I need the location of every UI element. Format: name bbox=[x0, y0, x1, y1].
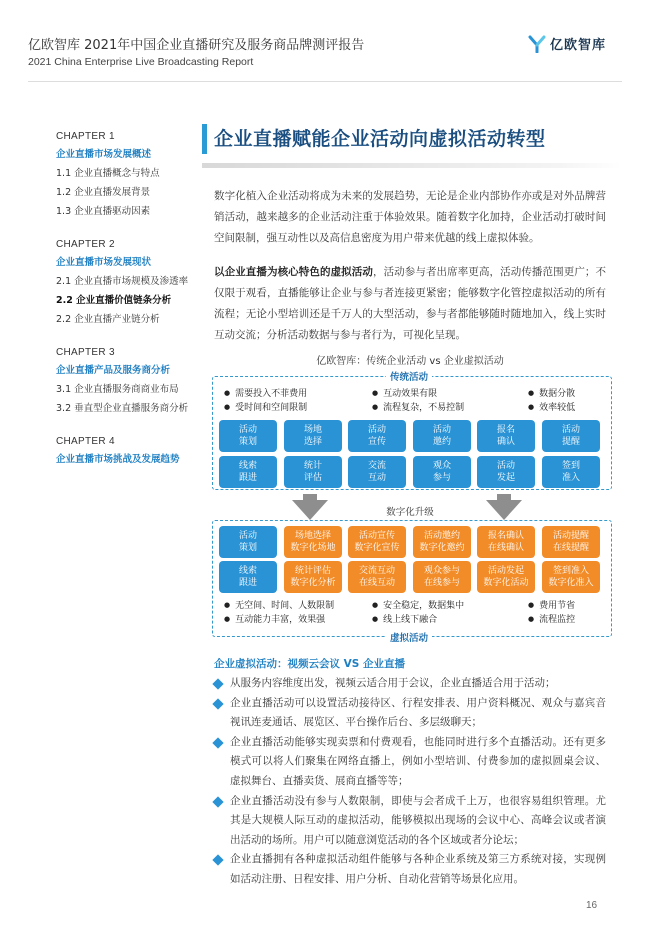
virtual-step-label: 活动提醒 在线提醒 bbox=[552, 531, 589, 553]
chapter-block bbox=[56, 239, 206, 325]
comparison-text: 企业直播活动没有参与人数限制，即使与会者成千上万，也很容易组织管理。尤其是大规模人际互动的虚拟活动，能够模拟出现场的会议中心、高峰会议或者演出活动的场所。用户可以随意浏览活动的各个区域或者分论坛； bbox=[230, 794, 606, 846]
virtual-step bbox=[219, 561, 277, 593]
comparison-item bbox=[214, 850, 606, 889]
virtual-step bbox=[542, 526, 600, 558]
virtual-bullet: ● 安全稳定，数据集中 bbox=[372, 598, 464, 611]
virtual-activity-paragraph bbox=[214, 262, 606, 346]
toc-item[interactable]: 3.1 企业直播服务商商业布局 bbox=[56, 384, 179, 395]
diamond-bullet-icon bbox=[212, 737, 223, 748]
virtual-step-label: 统计评估 数字化分析 bbox=[290, 566, 336, 588]
comparison-list bbox=[214, 674, 606, 890]
virtual-step-label: 活动发起 数字化活动 bbox=[483, 566, 529, 588]
virtual-step bbox=[477, 526, 535, 558]
report-title: 亿欧智库 2021年中国企业直播研究及服务商品牌测评报告 bbox=[28, 38, 365, 53]
virtual-step-label: 场地选择 数字化场地 bbox=[290, 531, 336, 553]
virtual-activity-label: 虚拟活动 bbox=[386, 630, 432, 644]
traditional-step-label: 活动 宣传 bbox=[367, 425, 386, 447]
virtual-step bbox=[348, 526, 406, 558]
diamond-bullet-icon bbox=[212, 796, 223, 807]
diamond-bullet-icon bbox=[212, 855, 223, 866]
comparison-item bbox=[214, 792, 606, 851]
toc-item[interactable]: 2.2 企业直播价值链条分析 bbox=[56, 295, 172, 306]
upgrade-label: 数字化升级 bbox=[386, 507, 434, 518]
virtual-step-label: 活动 策划 bbox=[238, 531, 257, 553]
virtual-bullet: ● 互动能力丰富，效果强 bbox=[224, 612, 325, 625]
traditional-step bbox=[284, 420, 342, 452]
chapter-heading[interactable]: 企业直播市场发展概述 bbox=[56, 149, 152, 160]
traditional-activity-label: 传统活动 bbox=[386, 369, 432, 383]
traditional-step-label: 活动 策划 bbox=[238, 425, 257, 447]
table-of-contents bbox=[56, 131, 206, 487]
chapter-label: CHAPTER 4 bbox=[56, 436, 115, 447]
comparison-item bbox=[214, 733, 606, 792]
traditional-step-label: 活动 邀约 bbox=[432, 425, 451, 447]
page-title: 企业直播赋能企业活动向虚拟活动转型 bbox=[214, 128, 546, 150]
comparison-text: 企业直播拥有各种虚拟活动组件能够与各种企业系统及第三方系统对接，实现例如活动注册、日程安排、用户分析、自动化营销等场景化应用。 bbox=[230, 853, 606, 885]
comparison-text: 企业直播活动可以设置活动接待区、行程安排表、用户资料概况、观众与嘉宾音视讯连麦通话、展览区、平台操作后台、多层级聊天； bbox=[230, 696, 606, 729]
traditional-step bbox=[219, 420, 277, 452]
chapter-label: CHAPTER 3 bbox=[56, 347, 115, 358]
traditional-bullet: ● 需要投入不菲费用 bbox=[224, 386, 307, 399]
traditional-step bbox=[413, 456, 471, 488]
virtual-step-label: 观众参与 在线参与 bbox=[423, 566, 460, 588]
virtual-step-label: 活动宣传 数字化宣传 bbox=[354, 531, 400, 553]
traditional-step bbox=[542, 456, 600, 488]
traditional-step bbox=[477, 456, 535, 488]
virtual-bullet: ● 线上线下融合 bbox=[372, 612, 437, 625]
toc-item[interactable]: 2.2 企业直播产业链分析 bbox=[56, 314, 160, 325]
traditional-step-label: 场地 选择 bbox=[303, 425, 322, 447]
report-subtitle: 2021 China Enterprise Live Broadcasting Report bbox=[28, 56, 254, 68]
traditional-step bbox=[477, 420, 535, 452]
toc-item[interactable]: 1.2 企业直播发展背景 bbox=[56, 187, 151, 198]
traditional-step bbox=[413, 420, 471, 452]
traditional-step-label: 统计 评估 bbox=[303, 461, 322, 483]
chapter-block bbox=[56, 436, 206, 465]
traditional-bullet: ● 数据分散 bbox=[528, 386, 575, 399]
virtual-step bbox=[284, 526, 342, 558]
virtual-step bbox=[413, 526, 471, 558]
virtual-bullet: ● 流程监控 bbox=[528, 612, 575, 625]
toc-item[interactable]: 3.2 垂直型企业直播服务商分析 bbox=[56, 403, 189, 414]
virtual-step-label: 活动邀约 数字化邀约 bbox=[419, 531, 465, 553]
virtual-step bbox=[413, 561, 471, 593]
diamond-bullet-icon bbox=[212, 678, 223, 689]
traditional-step bbox=[542, 420, 600, 452]
chapter-block bbox=[56, 131, 206, 217]
traditional-step-label: 签到 准入 bbox=[561, 461, 580, 483]
traditional-step bbox=[284, 456, 342, 488]
brand-logo bbox=[528, 34, 606, 53]
virtual-step-label: 交流互动 在线互动 bbox=[358, 566, 395, 588]
comparison-heading: 企业虚拟活动：视频云会议 VS 企业直播 bbox=[214, 658, 405, 670]
comparison-item bbox=[214, 694, 606, 733]
upgrade-arrow-right bbox=[486, 500, 522, 520]
virtual-step-label: 签到准入 数字化准入 bbox=[548, 566, 594, 588]
title-accent-bar bbox=[202, 124, 207, 154]
chapter-label: CHAPTER 2 bbox=[56, 239, 115, 250]
paragraph-emphasis: 以企业直播为核心特色的虚拟活动 bbox=[214, 266, 373, 278]
traditional-step bbox=[348, 420, 406, 452]
title-underline bbox=[202, 163, 622, 168]
virtual-bullet: ● 费用节省 bbox=[528, 598, 575, 611]
traditional-step bbox=[348, 456, 406, 488]
logo-text: 亿欧智库 bbox=[550, 38, 607, 53]
intro-paragraph: 数字化植入企业活动将成为未来的发展趋势，无论是企业内部协作亦或是对外品牌营销活动，越来越多的企业活动注重于体验效果。随着数字化加持，企业活动打破时间空间限制，强互动性以及高信息密度为用户带来优越的线上虚拟体验。 bbox=[214, 190, 606, 244]
y-logo-icon bbox=[528, 35, 546, 53]
chapter-label: CHAPTER 1 bbox=[56, 131, 115, 142]
virtual-step-label: 报名确认 在线确认 bbox=[487, 531, 524, 553]
comparison-item bbox=[214, 674, 606, 694]
traditional-step-label: 报名 确认 bbox=[496, 425, 515, 447]
comparison-text: 企业直播活动能够实现卖票和付费观看，也能同时进行多个直播活动。还有更多模式可以将人们聚集在网络直播上，例如小型培训、付费参加的虚拟圆桌会议、虚拟舞台、直播卖货、展商直播等等； bbox=[230, 735, 606, 787]
paragraph-body: ，活动参与者出席率更高，活动传播范围更广；不仅限于观看，直播能够让企业与参与者连接更紧密；能够数字化管控虚拟活动的所有流程；无论小型培训还是千万人的大型活动，参与者都能够随时随地加入，线上实时互动交流；分析活动数据与参与者行为，可视化呈现。 bbox=[214, 266, 607, 341]
header-divider bbox=[28, 81, 622, 82]
traditional-bullet: ● 流程复杂，不易控制 bbox=[372, 400, 464, 413]
toc-item[interactable]: 2.1 企业直播市场规模及渗透率 bbox=[56, 276, 189, 287]
traditional-step-label: 交流 互动 bbox=[367, 461, 386, 483]
chapter-heading[interactable]: 企业直播市场发展现状 bbox=[56, 257, 152, 268]
traditional-bullet: ● 受时间和空间限制 bbox=[224, 400, 307, 413]
toc-item[interactable]: 1.1 企业直播概念与特点 bbox=[56, 168, 160, 179]
virtual-step bbox=[542, 561, 600, 593]
traditional-bullet: ● 效率较低 bbox=[528, 400, 575, 413]
chapter-block bbox=[56, 347, 206, 414]
diagram-title: 亿欧智库：传统企业活动 vs 企业虚拟活动 bbox=[316, 356, 504, 367]
traditional-step-label: 活动 发起 bbox=[496, 461, 515, 483]
comparison-text: 从服务内容维度出发，视频云适合用于会议，企业直播适合用于活动； bbox=[230, 677, 556, 689]
toc-item[interactable]: 1.3 企业直播驱动因素 bbox=[56, 206, 151, 217]
virtual-step bbox=[348, 561, 406, 593]
page-number: 16 bbox=[586, 900, 598, 911]
traditional-step-label: 活动 提醒 bbox=[561, 425, 580, 447]
traditional-step bbox=[219, 456, 277, 488]
virtual-bullet: ● 无空间、时间、人数限制 bbox=[224, 598, 334, 611]
diamond-bullet-icon bbox=[212, 698, 223, 709]
traditional-bullet: ● 互动效果有限 bbox=[372, 386, 437, 399]
virtual-step bbox=[219, 526, 277, 558]
virtual-step-label: 线索 跟进 bbox=[238, 566, 257, 588]
chapter-heading[interactable]: 企业直播产品及服务商分析 bbox=[56, 365, 171, 376]
virtual-step bbox=[477, 561, 535, 593]
chapter-heading[interactable]: 企业直播市场挑战及发展趋势 bbox=[56, 454, 180, 465]
traditional-step-label: 线索 跟进 bbox=[238, 461, 257, 483]
virtual-step bbox=[284, 561, 342, 593]
traditional-step-label: 观众 参与 bbox=[432, 461, 451, 483]
